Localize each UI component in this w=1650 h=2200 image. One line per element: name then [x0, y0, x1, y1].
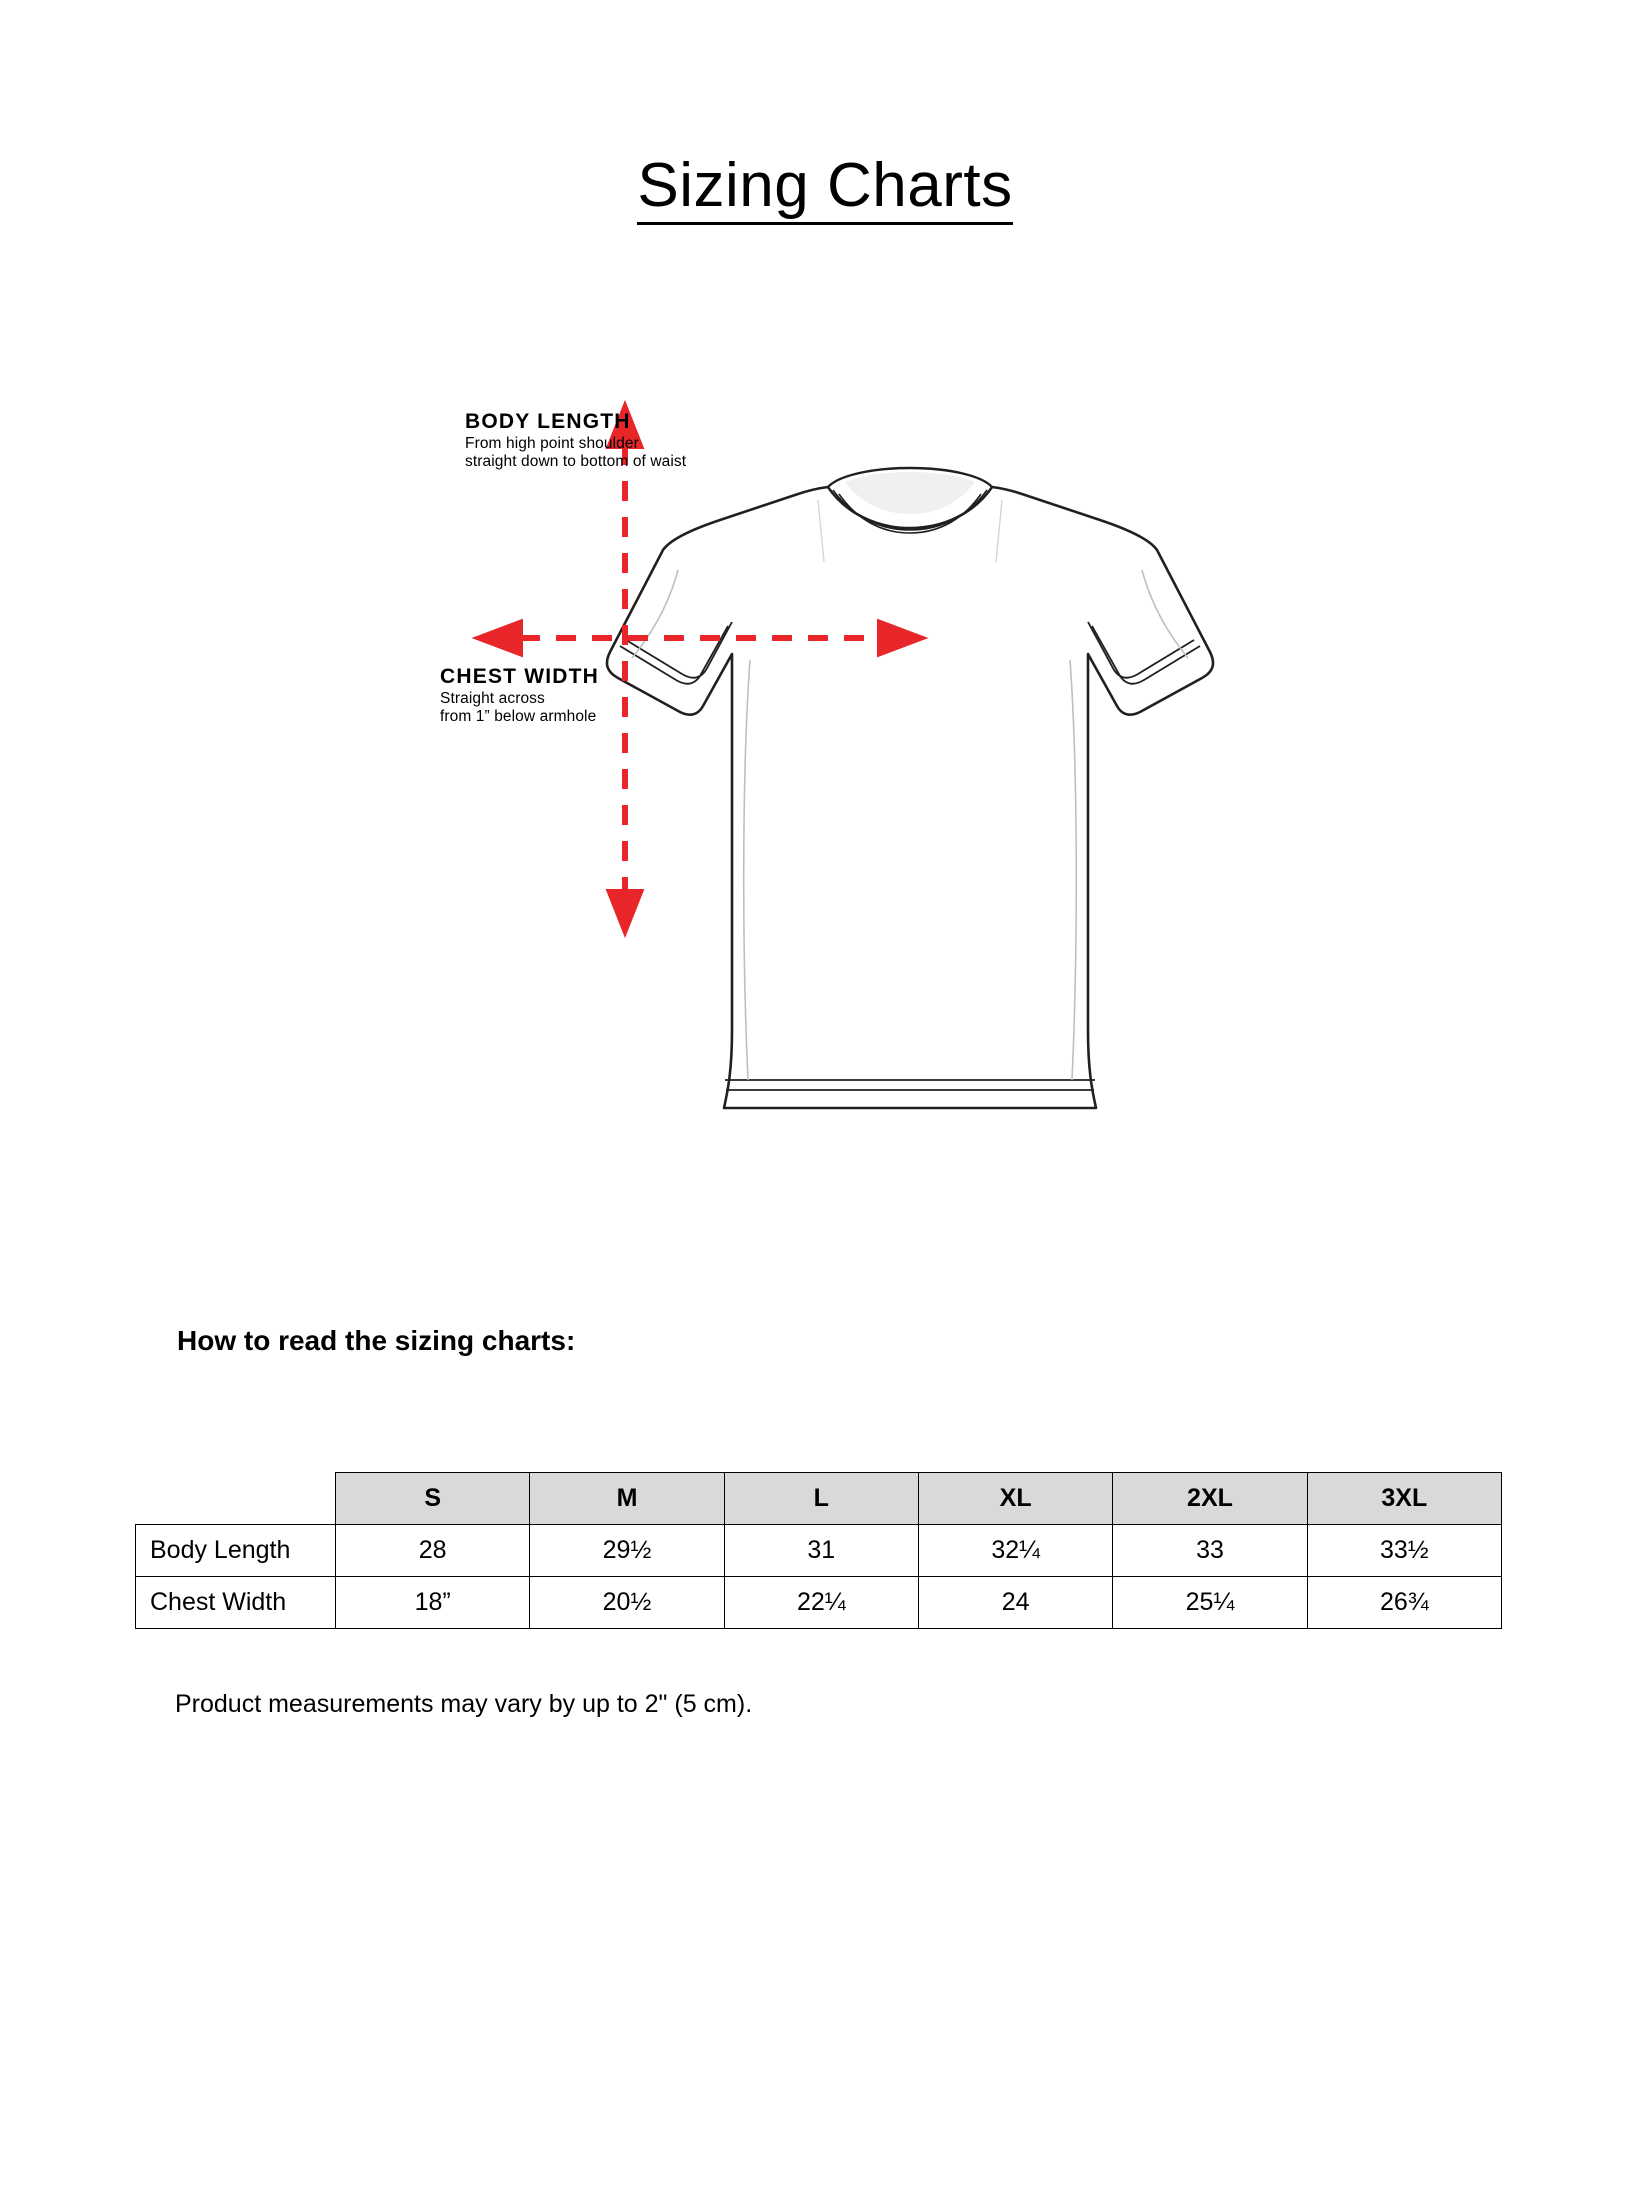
table-cell: 28 — [336, 1525, 530, 1577]
table-col-header: S — [336, 1473, 530, 1525]
table-cell: 26¾ — [1307, 1577, 1501, 1629]
table-row — [136, 1577, 1502, 1629]
table-cell: 29½ — [530, 1525, 724, 1577]
table-cell: 25¼ — [1113, 1577, 1307, 1629]
chest-width-title: CHEST WIDTH — [440, 665, 600, 688]
table-header-row — [136, 1473, 1502, 1525]
sizing-table-wrapper — [135, 1472, 1502, 1629]
table-cell: 22¼ — [724, 1577, 918, 1629]
table-cell: 33½ — [1307, 1525, 1501, 1577]
tshirt-illustration — [420, 390, 1320, 1260]
measurement-footnote: Product measurements may vary by up to 2" (5 cm). — [175, 1690, 753, 1718]
page-title-text: Sizing Charts — [637, 151, 1012, 225]
howto-heading: How to read the sizing charts: — [177, 1325, 576, 1356]
table-col-header: 3XL — [1307, 1473, 1501, 1525]
body-length-title: BODY LENGTH — [465, 410, 631, 433]
table-col-header: L — [724, 1473, 918, 1525]
table-cell: 18” — [336, 1577, 530, 1629]
chest-width-label — [440, 665, 599, 726]
chest-width-sub-1: Straight across — [440, 689, 545, 707]
chest-width-sub-2: from 1” below armhole — [440, 708, 597, 726]
table-cell: 32¼ — [918, 1525, 1112, 1577]
table-row-header: Body Length — [136, 1525, 336, 1577]
table-cell: 20½ — [530, 1577, 724, 1629]
page-title — [0, 150, 1650, 221]
table-cell: 31 — [724, 1525, 918, 1577]
tshirt-diagram — [420, 390, 1320, 1260]
body-length-label — [465, 410, 686, 471]
table-row — [136, 1525, 1502, 1577]
table-row-header: Chest Width — [136, 1577, 336, 1629]
table-col-header: M — [530, 1473, 724, 1525]
table-corner-cell — [136, 1473, 336, 1525]
body-length-sub-2: straight down to bottom of waist — [465, 453, 687, 471]
table-col-header: XL — [918, 1473, 1112, 1525]
table-col-header: 2XL — [1113, 1473, 1307, 1525]
body-length-sub-1: From high point shoulder — [465, 434, 639, 452]
table-cell: 24 — [918, 1577, 1112, 1629]
table-cell: 33 — [1113, 1525, 1307, 1577]
sizing-table — [135, 1472, 1502, 1629]
